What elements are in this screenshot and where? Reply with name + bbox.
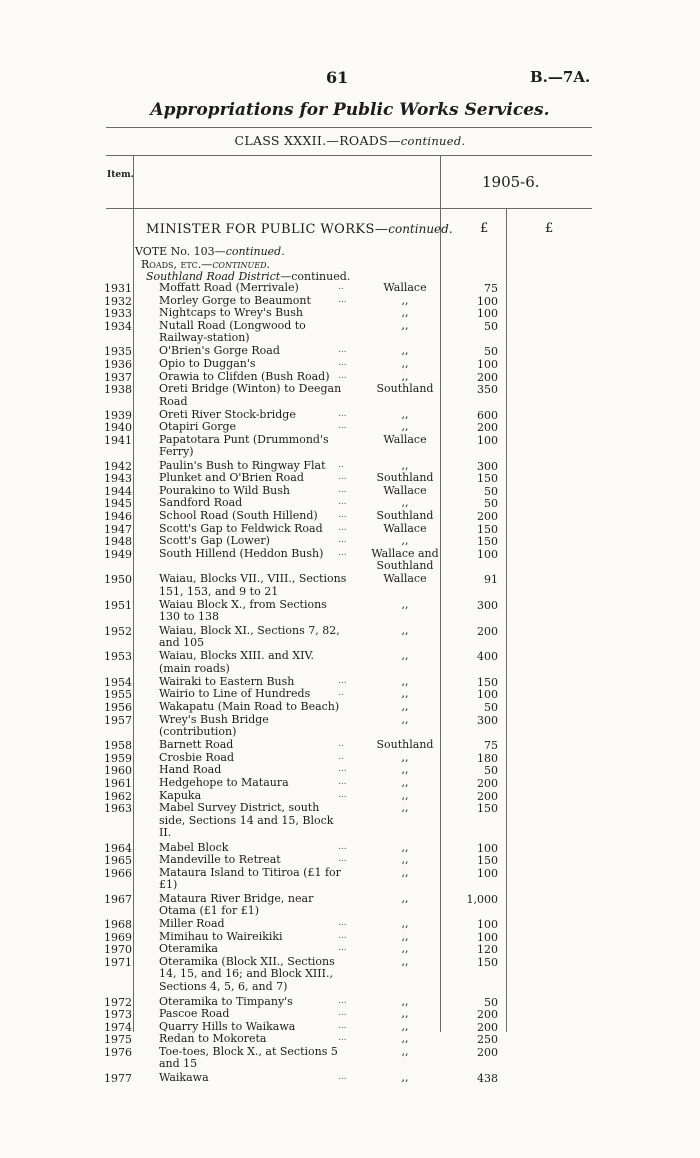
item-description: Nightcaps to Wrey's Bush bbox=[159, 306, 303, 320]
item-amount: 350 bbox=[477, 383, 498, 397]
item-description: Redan to Mokoreta bbox=[159, 1032, 267, 1046]
item-region: ,, bbox=[401, 1019, 409, 1033]
item-amount: 50 bbox=[484, 701, 498, 714]
item-number: 1963 bbox=[104, 802, 132, 816]
item-region: ,, bbox=[401, 458, 409, 472]
leader-dots: ... bbox=[338, 358, 347, 368]
leader-dots: ... bbox=[338, 789, 347, 800]
item-region: Wallace bbox=[383, 572, 427, 586]
leader-dots: ... bbox=[338, 777, 347, 787]
item-region: ,, bbox=[401, 293, 409, 307]
item-amount: 180 bbox=[477, 751, 498, 765]
item-amount: 100 bbox=[477, 867, 498, 880]
item-amount: 438 bbox=[477, 1071, 498, 1085]
item-amount: 100 bbox=[477, 841, 498, 855]
leader-dots: ... bbox=[338, 1071, 347, 1082]
item-amount: 150 bbox=[477, 522, 498, 536]
item-amount: 91 bbox=[484, 573, 498, 587]
leader-dots: ... bbox=[338, 918, 347, 929]
leader-dots: ... bbox=[338, 497, 347, 508]
leader-dots: ... bbox=[338, 841, 347, 852]
item-amount: 300 bbox=[477, 459, 498, 473]
item-number: 1954 bbox=[104, 675, 132, 689]
item-amount: 50 bbox=[484, 497, 498, 511]
item-region: Southland bbox=[376, 509, 434, 522]
item-amount: 150 bbox=[477, 535, 498, 549]
leader-dots: ... bbox=[338, 522, 347, 533]
item-amount: 100 bbox=[477, 547, 498, 561]
item-description: Plunket and O'Brien Road bbox=[159, 471, 304, 485]
item-description: Barnett Road bbox=[159, 738, 234, 752]
item-description: Waiau, Blocks XIII. and XIV. (main roads) bbox=[159, 649, 314, 675]
item-number: 1967 bbox=[104, 892, 132, 906]
item-description: Sandford Road bbox=[159, 496, 243, 510]
item-amount: 150 bbox=[477, 956, 498, 969]
item-number: 1936 bbox=[104, 358, 132, 371]
item-amount: 50 bbox=[484, 345, 498, 359]
item-amount: 200 bbox=[477, 1020, 498, 1034]
leader-dots: .. bbox=[338, 751, 344, 762]
item-region: ,, bbox=[401, 344, 409, 358]
item-number: 1937 bbox=[104, 370, 132, 384]
leader-dots: ... bbox=[338, 995, 347, 1006]
item-description: Mimihau to Waireikiki bbox=[159, 929, 283, 943]
item-number: 1971 bbox=[104, 956, 132, 969]
item-description: South Hillend (Heddon Bush) bbox=[159, 546, 324, 560]
leader-dots: ... bbox=[338, 408, 347, 419]
item-description: Hedgehope to Mataura bbox=[159, 776, 289, 789]
item-description: Opio to Duggan's bbox=[159, 357, 256, 370]
leader-dots: ... bbox=[338, 1033, 347, 1044]
item-region: ,, bbox=[401, 369, 409, 383]
item-description: School Road (South Hillend) bbox=[159, 509, 318, 522]
item-description: Pascoe Road bbox=[159, 1007, 230, 1021]
item-region: ,, bbox=[401, 534, 409, 548]
item-amount: 100 bbox=[477, 930, 498, 944]
leader-dots: ... bbox=[338, 764, 347, 775]
page-number: 61 bbox=[326, 68, 349, 87]
item-number: 1933 bbox=[104, 307, 132, 321]
item-region: ,, bbox=[401, 623, 409, 637]
item-number: 1941 bbox=[104, 434, 132, 447]
item-region: ,, bbox=[401, 853, 409, 867]
item-description: Oreti Bridge (Winton) to Deegan Road bbox=[159, 382, 342, 408]
vote-heading-suffix: continued. bbox=[225, 245, 285, 258]
item-amount: 75 bbox=[484, 282, 498, 295]
item-amount: 75 bbox=[484, 739, 498, 753]
item-region: ,, bbox=[401, 674, 409, 688]
leader-dots: ... bbox=[338, 930, 347, 941]
item-amount: 600 bbox=[477, 408, 498, 422]
item-description: Papatotara Punt (Drummond's Ferry) bbox=[159, 433, 329, 459]
item-region: ,, bbox=[401, 917, 409, 931]
item-region: ,, bbox=[401, 1032, 409, 1046]
item-amount: 100 bbox=[477, 688, 498, 702]
item-number: 1976 bbox=[104, 1046, 132, 1059]
item-number: 1942 bbox=[104, 459, 132, 473]
vote-heading-text: VOTE No. 103— bbox=[135, 245, 226, 258]
item-amount: 50 bbox=[484, 319, 498, 333]
item-amount: 120 bbox=[477, 943, 498, 957]
item-amount: 50 bbox=[484, 484, 498, 498]
item-region: ,, bbox=[401, 357, 409, 370]
item-number: 1948 bbox=[104, 535, 132, 549]
item-description: Hand Road bbox=[159, 763, 222, 777]
leader-dots: ... bbox=[338, 370, 347, 381]
item-region: ,, bbox=[401, 1007, 409, 1021]
item-region: ,, bbox=[401, 866, 409, 879]
item-region: ,, bbox=[401, 942, 409, 956]
item-description: Waikawa bbox=[159, 1070, 209, 1084]
item-amount: 200 bbox=[477, 421, 498, 435]
item-number: 1931 bbox=[104, 282, 132, 295]
item-amount: 100 bbox=[477, 358, 498, 371]
item-description: Mataura River Bridge, near Otama (£1 for £1) bbox=[159, 891, 314, 917]
class-title bbox=[0, 133, 700, 148]
item-region: ,, bbox=[401, 306, 409, 320]
item-amount: 200 bbox=[477, 1008, 498, 1022]
item-region: ,, bbox=[401, 712, 409, 726]
item-region: Wallace bbox=[383, 281, 427, 294]
leader-dots: .. bbox=[338, 739, 344, 750]
item-description: Wairaki to Eastern Bush bbox=[159, 674, 295, 688]
leader-dots: ... bbox=[338, 1008, 347, 1019]
item-description: Morley Gorge to Beaumont bbox=[159, 293, 311, 307]
item-description: Oteramika to Timpany's bbox=[159, 994, 293, 1008]
item-description: Wrey's Bush Bridge (contribution) bbox=[159, 712, 269, 738]
item-region: ,, bbox=[401, 407, 409, 421]
item-region: ,, bbox=[401, 700, 409, 713]
item-description: Moffatt Road (Merrivale) bbox=[159, 281, 299, 294]
item-region: ,, bbox=[401, 955, 409, 968]
leader-dots: ... bbox=[338, 510, 347, 520]
item-number: 1960 bbox=[104, 764, 132, 778]
item-region: ,, bbox=[401, 750, 409, 764]
item-amount: 50 bbox=[484, 764, 498, 778]
item-region: ,, bbox=[401, 1070, 409, 1084]
item-amount: 100 bbox=[477, 294, 498, 308]
item-number: 1974 bbox=[104, 1020, 132, 1034]
item-description: Crosbie Road bbox=[159, 750, 235, 764]
item-description: Quarry Hills to Waikawa bbox=[159, 1019, 296, 1033]
item-region: Southland bbox=[376, 382, 434, 396]
item-number: 1947 bbox=[104, 522, 132, 536]
item-description: Paulin's Bush to Ringway Flat bbox=[159, 458, 326, 472]
item-description: Mandeville to Retreat bbox=[159, 853, 281, 867]
item-region: Southland bbox=[376, 471, 434, 485]
item-number: 1932 bbox=[104, 294, 132, 308]
item-region: ,, bbox=[401, 496, 409, 510]
item-description: O'Brien's Gorge Road bbox=[159, 344, 280, 358]
item-description: Otapiri Gorge bbox=[159, 420, 237, 434]
leader-dots: ... bbox=[338, 675, 347, 686]
item-amount: 150 bbox=[477, 675, 498, 689]
item-region: ,, bbox=[401, 891, 409, 905]
item-amount: 150 bbox=[477, 802, 498, 816]
currency-symbol: £ bbox=[545, 221, 554, 236]
item-description: Oreti River Stock-bridge bbox=[159, 407, 296, 421]
leader-dots: .. bbox=[338, 282, 344, 292]
item-description: Nutall Road (Longwood to Railway-station) bbox=[159, 318, 306, 345]
item-description: Orawia to Clifden (Bush Road) bbox=[159, 369, 330, 383]
class-rule bbox=[106, 155, 592, 156]
item-region: ,, bbox=[401, 776, 409, 789]
item-amount: 400 bbox=[477, 650, 498, 664]
item-description: Oteramika (Block XII., Sections 14, 15, and 16; and Block XIII., Sections 4, 5, 6, and 7) bbox=[159, 955, 335, 993]
item-description: Waiau, Block XI., Sections 7, 82, and 105 bbox=[159, 623, 340, 649]
item-number: 1939 bbox=[104, 408, 132, 422]
item-region: ,, bbox=[401, 840, 409, 854]
currency-symbol: £ bbox=[480, 221, 489, 236]
item-region: ,, bbox=[401, 1045, 409, 1058]
item-number: 1973 bbox=[104, 1008, 132, 1022]
item-amount: 100 bbox=[477, 434, 498, 447]
item-region: Wallace bbox=[383, 483, 427, 497]
item-description: Toe-toes, Block X., at Sections 5 and 15 bbox=[159, 1045, 338, 1071]
roads-heading-suffix: continued. bbox=[212, 258, 270, 271]
item-description: Oteramika bbox=[159, 942, 218, 956]
item-description: Miller Road bbox=[159, 917, 225, 931]
item-region: ,, bbox=[401, 318, 409, 332]
item-column-rule bbox=[133, 156, 134, 1032]
item-description: Mabel Block bbox=[159, 840, 229, 854]
item-description: Scott's Gap to Feldwick Road bbox=[159, 521, 323, 535]
item-number: 1943 bbox=[104, 472, 132, 486]
item-number: 1962 bbox=[104, 789, 132, 803]
item-amount: 200 bbox=[477, 777, 498, 790]
item-number: 1952 bbox=[104, 624, 132, 638]
item-number: 1950 bbox=[104, 573, 132, 587]
item-amount: 50 bbox=[484, 995, 498, 1009]
item-amount: 200 bbox=[477, 624, 498, 638]
document-reference: B.—7A. bbox=[530, 68, 591, 86]
item-region: ,, bbox=[401, 801, 409, 815]
item-number: 1965 bbox=[104, 854, 132, 868]
item-amount: 150 bbox=[477, 854, 498, 868]
item-region: Wallace bbox=[383, 521, 427, 535]
item-number: 1972 bbox=[104, 995, 132, 1009]
item-number: 1935 bbox=[104, 345, 132, 359]
item-number: 1959 bbox=[104, 751, 132, 765]
item-number: 1940 bbox=[104, 421, 132, 435]
item-description: Waiau, Blocks VII., VIII., Sections 151, 153, and 9 to 21 bbox=[159, 572, 347, 598]
item-number: 1977 bbox=[104, 1071, 132, 1085]
leader-dots: .. bbox=[338, 688, 344, 699]
roads-heading-text: Roads, etc.— bbox=[141, 258, 213, 271]
leader-dots: ... bbox=[338, 1020, 347, 1031]
leader-dots: .. bbox=[338, 459, 344, 470]
item-region: ,, bbox=[401, 649, 409, 663]
item-amount: 200 bbox=[477, 1046, 498, 1059]
item-amount: 200 bbox=[477, 510, 498, 523]
leader-dots: ... bbox=[338, 484, 347, 495]
leader-dots: ... bbox=[338, 421, 347, 432]
item-number: 1961 bbox=[104, 777, 132, 790]
item-number: 1964 bbox=[104, 841, 132, 855]
item-number: 1949 bbox=[104, 547, 132, 561]
page-title: Appropriations for Public Works Services. bbox=[150, 100, 550, 120]
leader-dots: ... bbox=[338, 345, 347, 356]
item-amount: 300 bbox=[477, 599, 498, 612]
item-number: 1958 bbox=[104, 739, 132, 753]
leader-dots: ... bbox=[338, 547, 347, 558]
item-region: ,, bbox=[401, 763, 409, 777]
item-amount: 100 bbox=[477, 307, 498, 321]
item-number: 1944 bbox=[104, 484, 132, 498]
item-description: Scott's Gap (Lower) bbox=[159, 534, 270, 548]
item-number: 1953 bbox=[104, 650, 132, 664]
item-description: Kapuka bbox=[159, 788, 202, 802]
section-title bbox=[146, 222, 453, 237]
class-title-suffix: continued. bbox=[400, 134, 466, 148]
item-number: 1945 bbox=[104, 497, 132, 511]
district-heading-suffix: —continued. bbox=[280, 270, 351, 283]
item-amount: 200 bbox=[477, 370, 498, 384]
item-number: 1938 bbox=[104, 383, 132, 397]
item-number: 1966 bbox=[104, 867, 132, 880]
item-column-header: Item. bbox=[107, 170, 134, 180]
item-number: 1968 bbox=[104, 918, 132, 932]
year-column-header: 1905-6. bbox=[482, 173, 540, 191]
leader-dots: ... bbox=[338, 294, 347, 305]
item-region: ,, bbox=[401, 994, 409, 1008]
class-title-text: CLASS XXXII.—ROADS— bbox=[234, 133, 401, 148]
item-region: ,, bbox=[401, 788, 409, 802]
item-number: 1969 bbox=[104, 930, 132, 944]
item-number: 1970 bbox=[104, 943, 132, 957]
item-amount: 200 bbox=[477, 789, 498, 803]
item-description: Waiau Block X., from Sections 130 to 138 bbox=[159, 598, 327, 624]
district-heading-text: Southland Road District bbox=[146, 270, 281, 283]
item-region: Southland bbox=[376, 738, 434, 752]
leader-dots: ... bbox=[338, 472, 347, 483]
item-amount: 150 bbox=[477, 472, 498, 486]
item-number: 1975 bbox=[104, 1033, 132, 1047]
vote-heading bbox=[135, 245, 285, 258]
item-description: Mabel Survey District, south side, Sections 14 and 15, Block II. bbox=[159, 801, 334, 839]
item-description: Wairio to Line of Hundreds bbox=[159, 687, 311, 701]
item-region: ,, bbox=[401, 598, 409, 611]
item-region: Wallace bbox=[383, 433, 427, 446]
item-region: ,, bbox=[401, 420, 409, 434]
leader-dots: ... bbox=[338, 943, 347, 954]
item-number: 1934 bbox=[104, 319, 132, 333]
section-title-suffix: continued. bbox=[388, 222, 453, 236]
item-amount: 250 bbox=[477, 1033, 498, 1047]
item-number: 1955 bbox=[104, 688, 132, 702]
item-region: ,, bbox=[401, 687, 409, 701]
amount-column-rule bbox=[506, 208, 507, 1032]
item-description: Pourakino to Wild Bush bbox=[159, 483, 290, 497]
item-region: ,, bbox=[401, 929, 409, 943]
title-rule bbox=[106, 127, 592, 128]
item-amount: 100 bbox=[477, 918, 498, 932]
item-number: 1957 bbox=[104, 713, 132, 727]
leader-dots: ... bbox=[338, 854, 347, 865]
item-number: 1951 bbox=[104, 599, 132, 612]
item-description: Mataura Island to Titiroa (£1 for £1) bbox=[159, 866, 341, 892]
item-description: Wakapatu (Main Road to Beach) bbox=[159, 700, 340, 713]
item-number: 1946 bbox=[104, 510, 132, 523]
item-amount: 300 bbox=[477, 713, 498, 727]
section-title-text: MINISTER FOR PUBLIC WORKS— bbox=[146, 222, 389, 237]
leader-dots: ... bbox=[338, 535, 347, 546]
header-rule bbox=[106, 208, 592, 209]
item-number: 1956 bbox=[104, 701, 132, 714]
item-region: Wallace and Southland bbox=[371, 546, 439, 573]
item-amount: 1,000 bbox=[466, 892, 498, 906]
